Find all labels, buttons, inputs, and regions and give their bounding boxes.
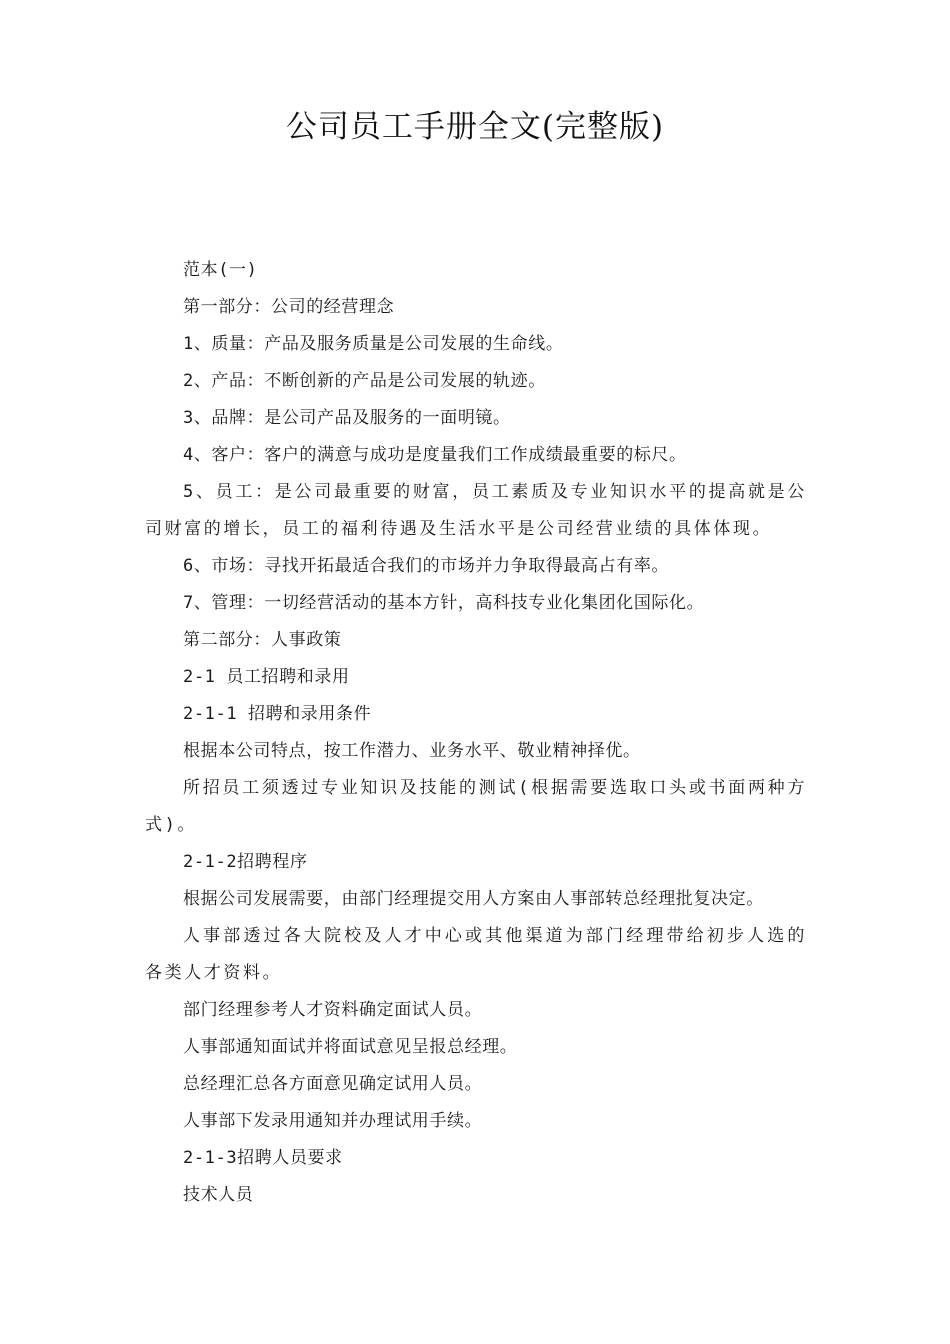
document-title: 公司员工手册全文(完整版) (285, 109, 665, 145)
paragraph-technical-staff: 技术人员 (183, 1185, 254, 1205)
paragraph-hiring-plan: 根据公司发展需要，由部门经理提交用人方案由人事部转总经理批复决定。 (183, 889, 764, 909)
paragraph-interview-selection: 部门经理参考人才资料确定面试人员。 (183, 1000, 483, 1020)
document-body (145, 252, 807, 1214)
paragraph-customer: 4、客户：客户的满意与成功是度量我们工作成绩最重要的标尺。 (183, 445, 687, 465)
paragraph-hiring-criteria: 根据本公司特点，按工作潜力、业务水平、敬业精神择优。 (183, 741, 641, 761)
paragraph-management: 7、管理：一切经营活动的基本方针，高科技专业化集团化国际化。 (183, 593, 705, 613)
paragraph-offer-notice: 人事部下发录用通知并办理试用手续。 (183, 1111, 483, 1131)
paragraph-employee: 5、员工：是公司最重要的财富，员工素质及专业知识水平的提高就是公司财富的增长，员工的福利待遇及生活水平是公司经营业绩的具体体现。 (145, 482, 807, 539)
paragraph-quality: 1、质量：产品及服务质量是公司发展的生命线。 (183, 334, 564, 354)
subsection-heading-2-1: 2-1 员工招聘和录用 (183, 667, 350, 687)
paragraph-candidate-sources: 人事部透过各大院校及人才中心或其他渠道为部门经理带给初步人选的各类人才资料。 (145, 926, 807, 983)
subsection-heading-2-1-1: 2-1-1 招聘和录用条件 (183, 704, 372, 724)
paragraph-probation-decision: 总经理汇总各方面意见确定试用人员。 (183, 1074, 483, 1094)
subsection-heading-2-1-3: 2-1-3招聘人员要求 (183, 1148, 343, 1168)
subsection-heading-2-1-2: 2-1-2招聘程序 (183, 852, 308, 872)
paragraph-interview-notice: 人事部通知面试并将面试意见呈报总经理。 (183, 1037, 518, 1057)
paragraph-template-label: 范本(一) (183, 260, 258, 280)
section-heading-part-one: 第一部分：公司的经营理念 (183, 297, 395, 317)
paragraph-brand: 3、品牌：是公司产品及服务的一面明镜。 (183, 408, 511, 428)
paragraph-product: 2、产品：不断创新的产品是公司发展的轨迹。 (183, 371, 546, 391)
paragraph-hiring-test: 所招员工须透过专业知识及技能的测试(根据需要选取口头或书面两种方式)。 (145, 778, 807, 835)
paragraph-market: 6、市场：寻找开拓最适合我们的市场并力争取得最高占有率。 (183, 556, 670, 576)
section-heading-part-two: 第二部分：人事政策 (183, 630, 342, 650)
